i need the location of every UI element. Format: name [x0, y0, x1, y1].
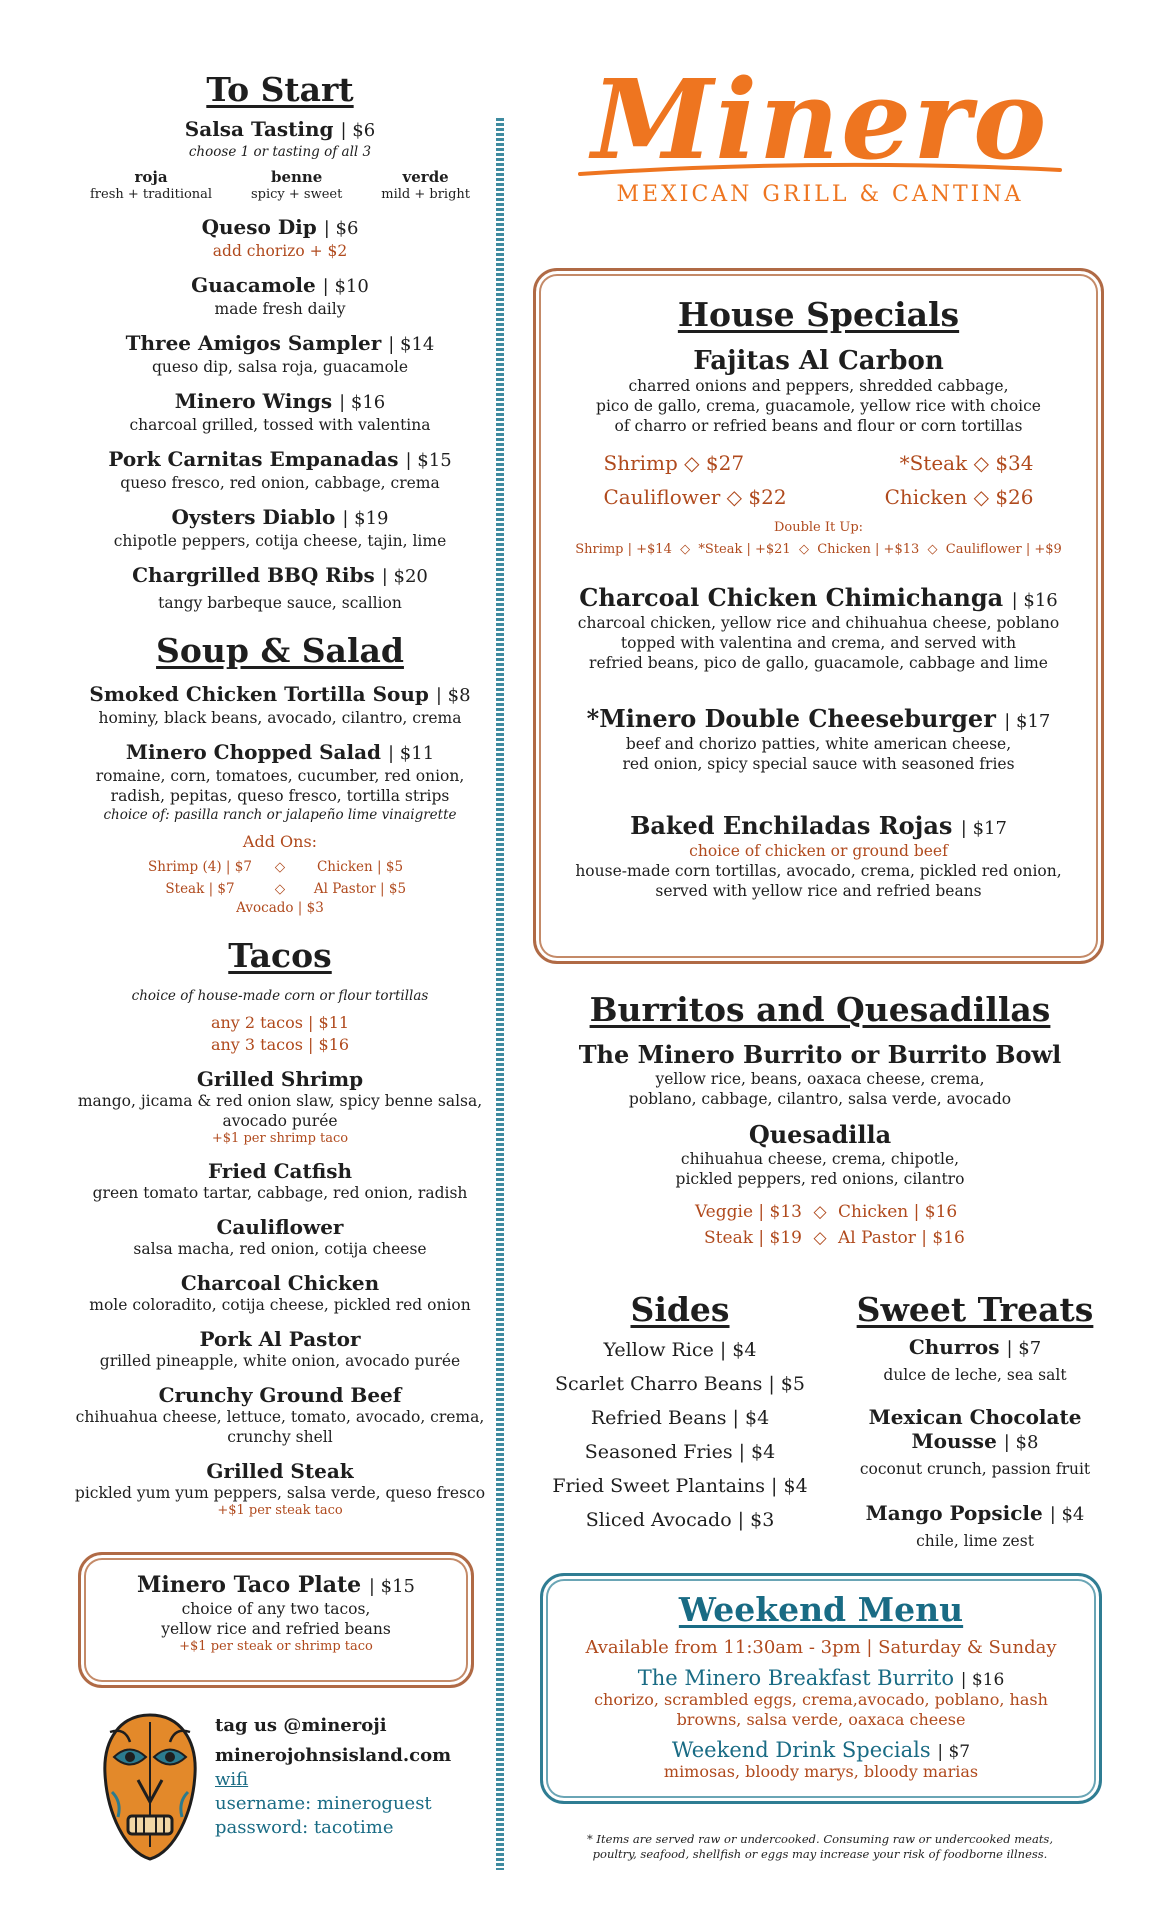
chimi-name: Charcoal Chicken Chimichanga	[579, 583, 1004, 612]
taco-item: Charcoal Chicken mole coloradito, cotija cheese, pickled red onion	[89, 1271, 471, 1314]
disclaimer-line: poultry, seafood, shellfish or eggs may increase your risk of foodborne illness.	[592, 1847, 1048, 1861]
social-tag: tag us @mineroji	[215, 1715, 387, 1736]
tacos-sub: choice of house-made corn or flour tortillas	[131, 988, 429, 1004]
salsa-option: verde mild + bright	[381, 168, 470, 202]
weekend-menu-box	[540, 1573, 1102, 1804]
item-desc: yellow rice, beans, oaxaca cheese, crema,	[655, 1070, 985, 1088]
fajitas-options	[604, 446, 1034, 514]
burrito-option: Veggie | $13	[694, 1202, 802, 1222]
burrito-options: Veggie | $13 ◇ Chicken | $16 Steak | $19 ◇ Al Pastor | $16	[660, 1199, 980, 1251]
sides-section	[540, 1290, 820, 1537]
burrito-name: The Minero Burrito or Burrito Bowl	[578, 1040, 1062, 1069]
taco-item: Crunchy Ground Beef chihuahua cheese, lettuce, tomato, avocado, crema, crunchy shell	[75, 1383, 485, 1446]
wifi-password: password: tacotime	[215, 1817, 394, 1838]
enchiladas-name: Baked Enchiladas Rojas	[630, 811, 953, 840]
fajitas-option: *Steak ◇ $34	[899, 451, 1034, 475]
item-desc: charcoal chicken, yellow rice and chihuahua cheese, poblano	[577, 614, 1060, 632]
addon: Steak | $7	[165, 881, 235, 897]
menu-item: Queso Dip | $6 add chorizo + $2	[201, 215, 359, 260]
addon: Al Pastor | $5	[313, 881, 407, 897]
item-desc: served with yellow rice and refried beans	[655, 882, 982, 900]
fajitas-option: Cauliflower ◇ $22	[603, 485, 787, 509]
side-item: Seasoned Fries | $4	[584, 1441, 776, 1463]
menu-item: Pork Carnitas Empanadas | $15 queso fresco, red onion, cabbage, crema	[108, 447, 452, 492]
item-desc: topped with valentina and crema, and served with	[620, 634, 1017, 652]
item-desc: pickled peppers, red onions, cilantro	[675, 1170, 965, 1188]
sweets-section	[850, 1290, 1100, 1551]
menu-item-salsa	[60, 117, 500, 203]
addons-title: Add Ons:	[242, 832, 318, 851]
disclaimer-line: * Items are served raw or undercooked. Consuming raw or undercooked meats,	[587, 1832, 1053, 1846]
section-title-soup-salad: Soup & Salad	[156, 631, 404, 670]
item-desc: red onion, spicy special sauce with seasoned fries	[622, 755, 1015, 773]
menu-item: Oysters Diablo | $19 chipotle peppers, cotija cheese, tajin, lime	[113, 505, 447, 550]
burritos-section	[540, 990, 1100, 1251]
item-desc: mimosas, bloody marys, bloody marias	[663, 1762, 979, 1781]
sweet-item: Mexican Chocolate Mousse | $8 coconut crunch, passion fruit	[859, 1405, 1091, 1478]
menu-item: Three Amigos Sampler | $14 queso dip, salsa roja, guacamole	[125, 331, 435, 376]
sweet-item: Mango Popsicle | $4 chile, lime zest	[865, 1501, 1085, 1550]
wifi-label: wifi	[215, 1769, 249, 1790]
fajitas-option: Shrimp ◇ $27	[603, 451, 745, 475]
section-title-tacos: Tacos	[228, 936, 332, 975]
fajitas-option: Chicken ◇ $26	[884, 485, 1034, 509]
burrito-option: Chicken | $16	[838, 1202, 958, 1222]
section-title-burritos: Burritos and Quesadillas	[589, 990, 1051, 1029]
item-desc: beef and chorizo patties, white american cheese,	[625, 735, 1012, 753]
item-desc: chihuahua cheese, crema, chipotle,	[680, 1150, 960, 1168]
salsa-option: roja fresh + traditional	[90, 168, 213, 202]
taco-item: Cauliflower salsa macha, red onion, cotija cheese	[133, 1215, 427, 1258]
tacos-price-2: any 2 tacos | $11	[210, 1013, 350, 1032]
item-name: Minero Taco Plate	[136, 1572, 362, 1598]
wifi-username: username: mineroguest	[215, 1793, 432, 1814]
fajitas-name: Fajitas Al Carbon	[693, 346, 944, 376]
brand-name: Minero	[591, 55, 1049, 184]
enchiladas-price: | $17	[960, 818, 1007, 839]
website-link[interactable]: minerojohnsisland.com	[215, 1745, 452, 1766]
item-desc: refried beans, pico de gallo, guacamole, cabbage and lime	[589, 654, 1048, 672]
item-note: +$1 per steak or shrimp taco	[179, 1639, 373, 1654]
item-desc: choice of any two tacos,	[181, 1600, 371, 1618]
taco-item: Grilled Shrimp mango, jicama & red onion slaw, spicy benne salsa, avocado purée +$1 per shrimp taco	[77, 1067, 483, 1146]
chimi-price: | $16	[1011, 590, 1058, 611]
section-title-sweets: Sweet Treats	[856, 1290, 1094, 1329]
brand-logo	[530, 55, 1110, 207]
item-price: | $6	[340, 120, 376, 141]
item-desc: chorizo, scrambled eggs, crema,avocado, poblano, hash	[594, 1690, 1048, 1709]
burger-price: | $17	[1004, 711, 1051, 732]
section-title-to-start: To Start	[206, 70, 354, 109]
item-desc: browns, salsa verde, oaxaca cheese	[676, 1710, 966, 1729]
weekend-drinks-price: | $7	[937, 1742, 971, 1762]
taco-item: Pork Al Pastor grilled pineapple, white onion, avocado purée	[99, 1327, 461, 1370]
item-price: | $15	[368, 1576, 416, 1597]
weekend-burrito-name: The Minero Breakfast Burrito	[637, 1666, 955, 1690]
item-name: Salsa Tasting	[184, 117, 334, 141]
quesadilla-name: Quesadilla	[748, 1120, 892, 1149]
menu-item-salad: Minero Chopped Salad | $11 romaine, corn, tomatoes, cucumber, red onion, radish, pepitas, queso fresco, tortilla strips choice of: pasilla ranch or jalapeño lime vinaigrette	[95, 740, 465, 823]
weekend-drinks-name: Weekend Drink Specials	[671, 1738, 931, 1762]
menu-item: Minero Wings | $16 charcoal grilled, tossed with valentina	[129, 389, 431, 434]
item-sub: choose 1 or tasting of all 3	[188, 144, 372, 160]
brand-tagline: MEXICAN GRILL & CANTINA	[616, 182, 1024, 207]
menu-item-soup: Smoked Chicken Tortilla Soup | $8 hominy, black beans, avocado, cilantro, crema	[89, 682, 471, 727]
item-desc: yellow rice and refried beans	[161, 1620, 391, 1638]
taco-item: Fried Catfish green tomato tartar, cabbage, red onion, radish	[92, 1159, 468, 1202]
section-title-sides: Sides	[630, 1290, 730, 1329]
sweet-item: Churros | $7 dulce de leche, sea salt	[883, 1335, 1067, 1384]
tacos-price-3: any 3 tacos | $16	[210, 1035, 350, 1054]
item-desc: pico de gallo, crema, guacamole, yellow rice with choice	[596, 397, 1041, 415]
side-item: Refried Beans | $4	[590, 1407, 770, 1429]
burrito-option: Steak | $19	[704, 1228, 802, 1248]
sides-list	[540, 1333, 820, 1537]
weekend-burrito-price: | $16	[960, 1670, 1005, 1690]
item-desc: poblano, cabbage, cilantro, salsa verde, avocado	[628, 1090, 1012, 1108]
section-title-house-specials: House Specials	[677, 295, 960, 334]
salsa-option: benne spicy + sweet	[251, 168, 343, 202]
salsa-options	[90, 169, 470, 203]
taco-plate-box	[78, 1552, 474, 1688]
right-column	[530, 55, 1110, 207]
side-item: Yellow Rice | $4	[603, 1339, 757, 1361]
item-desc: charred onions and peppers, shredded cabbage,	[628, 377, 1009, 395]
addon: Avocado | $3	[236, 900, 324, 916]
house-specials-box	[533, 268, 1104, 964]
addons-list: Shrimp (4) | $7 ◇ Chicken | $5 Steak | $7 ◇ Al Pastor | $5	[135, 856, 425, 900]
disclaimer	[540, 1832, 1100, 1862]
burrito-option: Al Pastor | $16	[838, 1228, 965, 1248]
item-desc: of charro or refried beans and flour or corn tortillas	[614, 417, 1023, 435]
section-title-weekend: Weekend Menu	[678, 1590, 964, 1629]
item-choice: choice of chicken or ground beef	[689, 842, 948, 860]
social-info	[215, 1714, 451, 1840]
mask-logo-icon	[100, 1712, 200, 1862]
side-item: Sliced Avocado | $3	[585, 1509, 775, 1531]
menu-item: Chargrilled BBQ Ribs | $20 tangy barbeque sauce, scallion	[132, 563, 428, 612]
burger-name: *Minero Double Cheeseburger	[586, 704, 996, 733]
side-item: Scarlet Charro Beans | $5	[555, 1373, 805, 1395]
menu-item: Guacamole | $10 made fresh daily	[191, 273, 369, 318]
taco-item: Grilled Steak pickled yum yum peppers, salsa verde, queso fresco +$1 per steak taco	[74, 1459, 486, 1518]
side-item: Fried Sweet Plantains | $4	[552, 1475, 808, 1497]
item-desc: house-made corn tortillas, avocado, crema, pickled red onion,	[575, 862, 1062, 880]
weekend-availability: Available from 11:30am - 3pm | Saturday & Sunday	[585, 1637, 1057, 1658]
addon: Chicken | $5	[316, 859, 404, 875]
double-options: Shrimp | +$14 ◇ *Steak | +$21 ◇ Chicken | +$13 ◇ Cauliflower | +$9	[575, 542, 1062, 557]
left-column	[60, 70, 500, 1519]
double-label: Double It Up:	[773, 520, 864, 535]
addon: Shrimp (4) | $7	[148, 859, 252, 875]
